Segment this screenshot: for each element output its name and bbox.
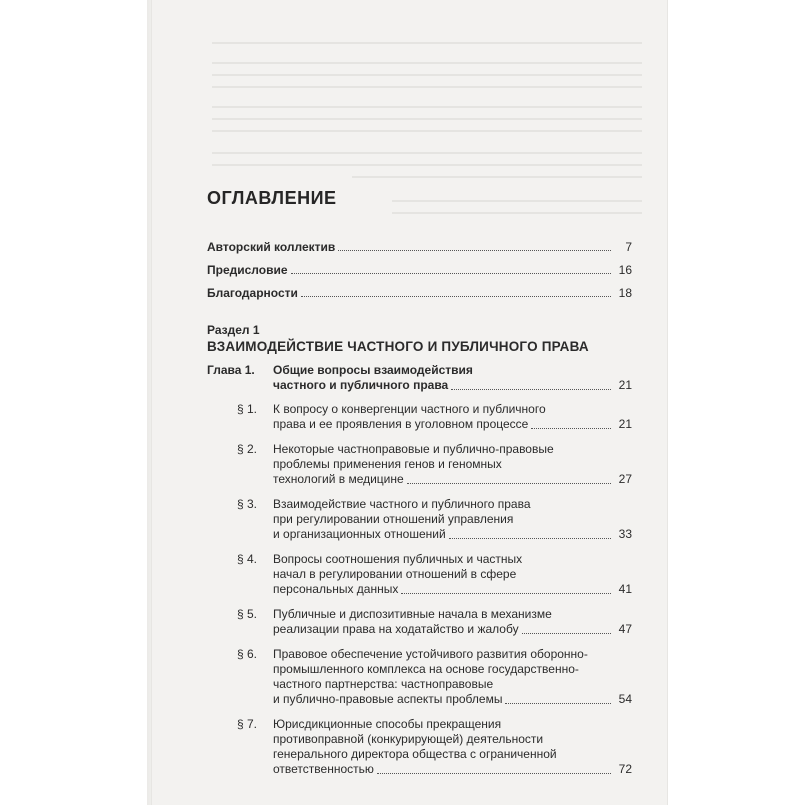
paragraph-page: 41 [618,582,632,596]
paragraph-title [273,442,632,487]
dot-leader [449,538,611,539]
toc-entry-page: 7 [625,240,632,254]
chapter-title-line: Общие вопросы взаимодействия [273,363,473,377]
dot-leader [291,273,611,274]
toc-entry-page: 18 [618,286,632,300]
chapter-label: Глава 1. [207,363,255,377]
toc-entry-title: Авторский коллектив [207,240,336,254]
bleed-through-line [212,152,642,154]
toc-entry-acknowledgements[interactable] [207,285,632,300]
paragraph-title [273,552,632,597]
paragraph-line: промышленного комплекса на основе государственно- [273,662,579,676]
toc-entry-authors[interactable] [207,239,632,254]
paragraph-last-line [273,472,632,487]
bleed-through-line [212,42,642,44]
paragraph-last-line [273,692,632,707]
paragraph-line: К вопросу о конвергенции частного и публичного [273,402,546,416]
bleed-through-line [212,86,642,88]
table-of-contents [207,188,632,787]
toc-chapter-1[interactable] [207,363,632,393]
paragraph-last-line [273,417,632,432]
chapter-page: 21 [618,378,632,392]
paragraph-line: ответственностью [273,762,374,776]
bleed-through-line [352,176,642,178]
section-label: Раздел 1 [207,323,260,337]
toc-entry-preface[interactable] [207,262,632,277]
dot-leader [301,296,611,297]
paragraph-line: проблемы применения генов и геномных [273,457,502,471]
dot-leader [401,593,611,594]
dot-leader [505,703,611,704]
paragraph-label: § 5. [237,607,258,621]
paragraph-line: начал в регулировании отношений в сфере [273,567,517,581]
dot-leader [522,633,611,634]
paragraph-last-line [273,762,632,777]
paragraph-label: § 4. [237,552,258,566]
dot-leader [407,483,611,484]
paragraph-page: 47 [618,622,632,636]
paragraph-line: генерального директора общества с ограниченной [273,747,557,761]
chapter-title [273,363,632,393]
toc-heading: ОГЛАВЛЕНИЕ [207,188,337,208]
paragraph-label: § 1. [237,402,258,416]
paragraph-line: Публичные и диспозитивные начала в механизме [273,607,552,621]
dot-leader [531,428,611,429]
toc-paragraph-5[interactable] [207,607,632,637]
paragraph-line: Взаимодействие частного и публичного права [273,497,531,511]
paragraph-title [273,647,632,707]
paragraph-line: при регулировании отношений управления [273,512,514,526]
paragraph-page: 21 [618,417,632,431]
toc-paragraph-7[interactable] [207,717,632,777]
paragraph-title [273,402,632,432]
bleed-through-line [212,106,642,108]
paragraph-page: 54 [618,692,632,706]
toc-paragraph-3[interactable] [207,497,632,542]
paragraph-line: Вопросы соотношения публичных и частных [273,552,523,566]
toc-paragraph-2[interactable] [207,442,632,487]
paragraph-line: Некоторые частноправовые и публично-правовые [273,442,554,456]
paragraph-line: Юрисдикционные способы прекращения [273,717,502,731]
paragraph-title [273,497,632,542]
paragraph-line: и публично-правовые аспекты проблемы [273,692,503,706]
paragraph-line: противоправной (конкурирующей) деятельности [273,732,544,746]
toc-entry-title: Предисловие [207,263,288,277]
bleed-through-line [212,62,642,64]
paragraph-title [273,607,632,637]
dot-leader [338,250,611,251]
dot-leader [451,389,611,390]
toc-paragraph-1[interactable] [207,402,632,432]
paragraph-page: 33 [618,527,632,541]
paragraph-line: персональных данных [273,582,399,596]
bleed-through-line [212,74,642,76]
paragraph-label: § 2. [237,442,258,456]
chapter-title-line: частного и публичного права [273,378,449,392]
toc-paragraph-4[interactable] [207,552,632,597]
paragraph-line: частного партнерства: частноправовые [273,677,494,691]
paragraph-title [273,717,632,777]
paragraph-line: реализации права на ходатайство и жалобу [273,622,519,636]
dot-leader [377,773,611,774]
paragraph-label: § 7. [237,717,258,731]
book-page [152,0,667,805]
bleed-through-line [212,164,642,166]
paragraph-line: Правовое обеспечение устойчивого развития оборонно- [273,647,588,661]
paragraph-last-line [273,527,632,542]
toc-entry-title: Благодарности [207,286,298,300]
toc-paragraph-6[interactable] [207,647,632,707]
paragraph-label: § 3. [237,497,258,511]
paragraph-page: 72 [618,762,632,776]
section-title: ВЗАИМОДЕЙСТВИЕ ЧАСТНОГО И ПУБЛИЧНОГО ПРАВА [207,339,589,354]
chapter-last-line [273,378,632,393]
bleed-through-line [212,130,642,132]
paragraph-line: технологий в медицине [273,472,404,486]
toc-entry-page: 16 [618,263,632,277]
paragraph-page: 27 [618,472,632,486]
bleed-through-line [212,118,642,120]
paragraph-label: § 6. [237,647,258,661]
paragraph-last-line [273,622,632,637]
paragraph-line: и организационных отношений [273,527,446,541]
paragraph-line: права и ее проявления в уголовном процессе [273,417,529,431]
paragraph-last-line [273,582,632,597]
